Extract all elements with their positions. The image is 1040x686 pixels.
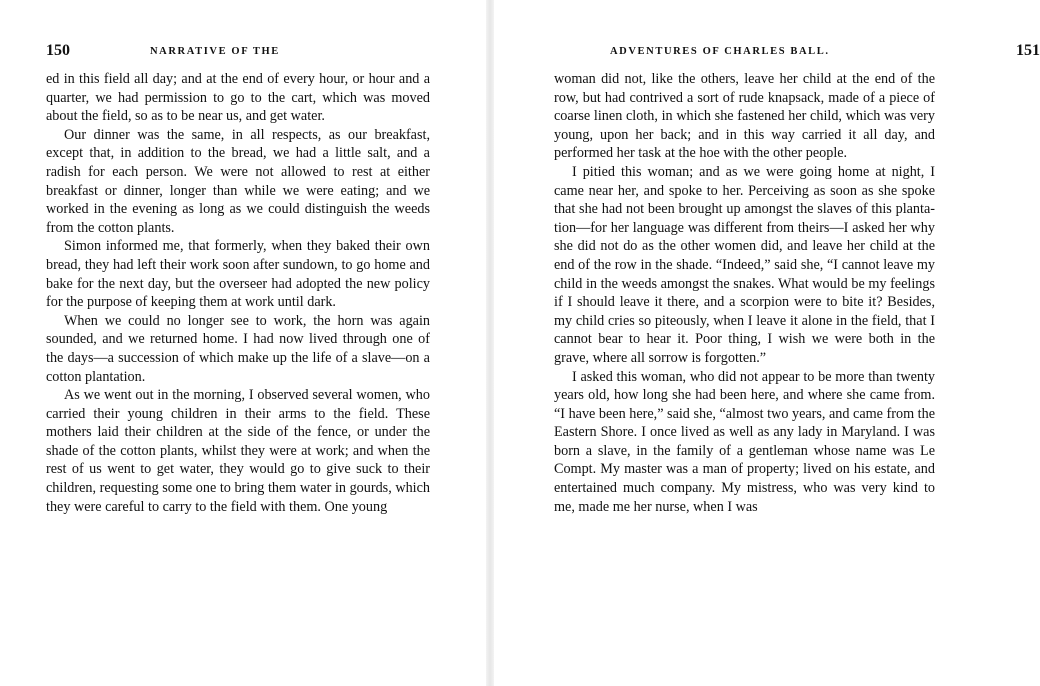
page-number: 150 — [46, 42, 70, 59]
paragraph: I pitied this woman; and as we were going home at night, I came near her, and spoke to her. Perceiving as soon as she spoke that she had not been brought up amongst the slaves of this plantation—for her language was different from theirs—I asked her why she did not do as the other women did, and leave her child at the end of the row in the shade. “Indeed,” said she, “I cannot leave my child in the weeds amongst the snakes. What would be my feelings if I should leave it there, and a scorpion were to bite it? Besides, my child cries so piteously, when I leave it alone in the field, that I cannot bear to hear it. Poor thing, I wish we were both in the grave, where all sorrow is forgotten.” — [554, 163, 935, 366]
paragraph: I asked this woman, who did not appear to be more than twenty years old, how long she had been here, and where she came from. “I have been here,” said she, “almost two years, and came from the Eastern Shore. I once lived as well as any lady in Maryland. I was born a slave, in the family of a gentleman whose name was Le Compt. My master was a man of property; lived on his estate, and entertained much company. My mistress, who was very kind to me, made me her nurse, when I was — [554, 368, 935, 515]
paragraph: woman did not, like the others, leave her child at the end of the row, but had contrived a sort of rude knapsack, made of a piece of coarse linen cloth, in which she fastened her child, which was very young, upon her back; and in this way carried it all day, and performed her task at the hoe with the other people. — [554, 71, 935, 162]
page-body — [46, 70, 430, 516]
paragraph: When we could no longer see to work, the horn was again sounded, and we returned home. I had now lived through one of the days—a succession of which make up the life of a slave—on a cotton plantation. — [46, 312, 430, 385]
page-body — [554, 70, 935, 516]
right-page-header — [610, 36, 1040, 62]
left-page — [0, 0, 490, 686]
running-head: NARRATIVE OF THE — [150, 46, 280, 57]
paragraph: As we went out in the morning, I observed several women, who carried their young children in their arms to the field. These mothers laid their children at the side of the fence, or under the shade of the cotton plants, whilst they were at work; and when the rest of us went to get water, they would go to give suck to their children, requesting some one to bring them water in gourds, which they were careful to carry to the field with them. One young — [46, 387, 430, 515]
paragraph: Simon informed me, that formerly, when they baked their own bread, they had left their work soon after sundown, to go home and bake for the next day, but the overseer had adopted the new policy for the purpose of keeping them at work until dark. — [46, 238, 430, 311]
paragraph: Our dinner was the same, in all respects, as our breakfast, except that, in addition to the bread, we had a little salt, and a radish for each person. We were not allowed to rest at either breakfast or dinner, longer than while we were eating; and we worked in the evening as long as we could distinguish the weeds from the cotton plants. — [46, 126, 430, 236]
page-number: 151 — [1016, 42, 1040, 59]
paragraph: ed in this field all day; and at the end of every hour, or hour and a quarter, we had permission to go to the cart, which was moved about the field, so as to be near us, and get water. — [46, 71, 430, 125]
left-page-header — [46, 36, 436, 62]
running-head: ADVENTURES OF CHARLES BALL. — [610, 46, 830, 57]
right-page — [490, 0, 1040, 686]
